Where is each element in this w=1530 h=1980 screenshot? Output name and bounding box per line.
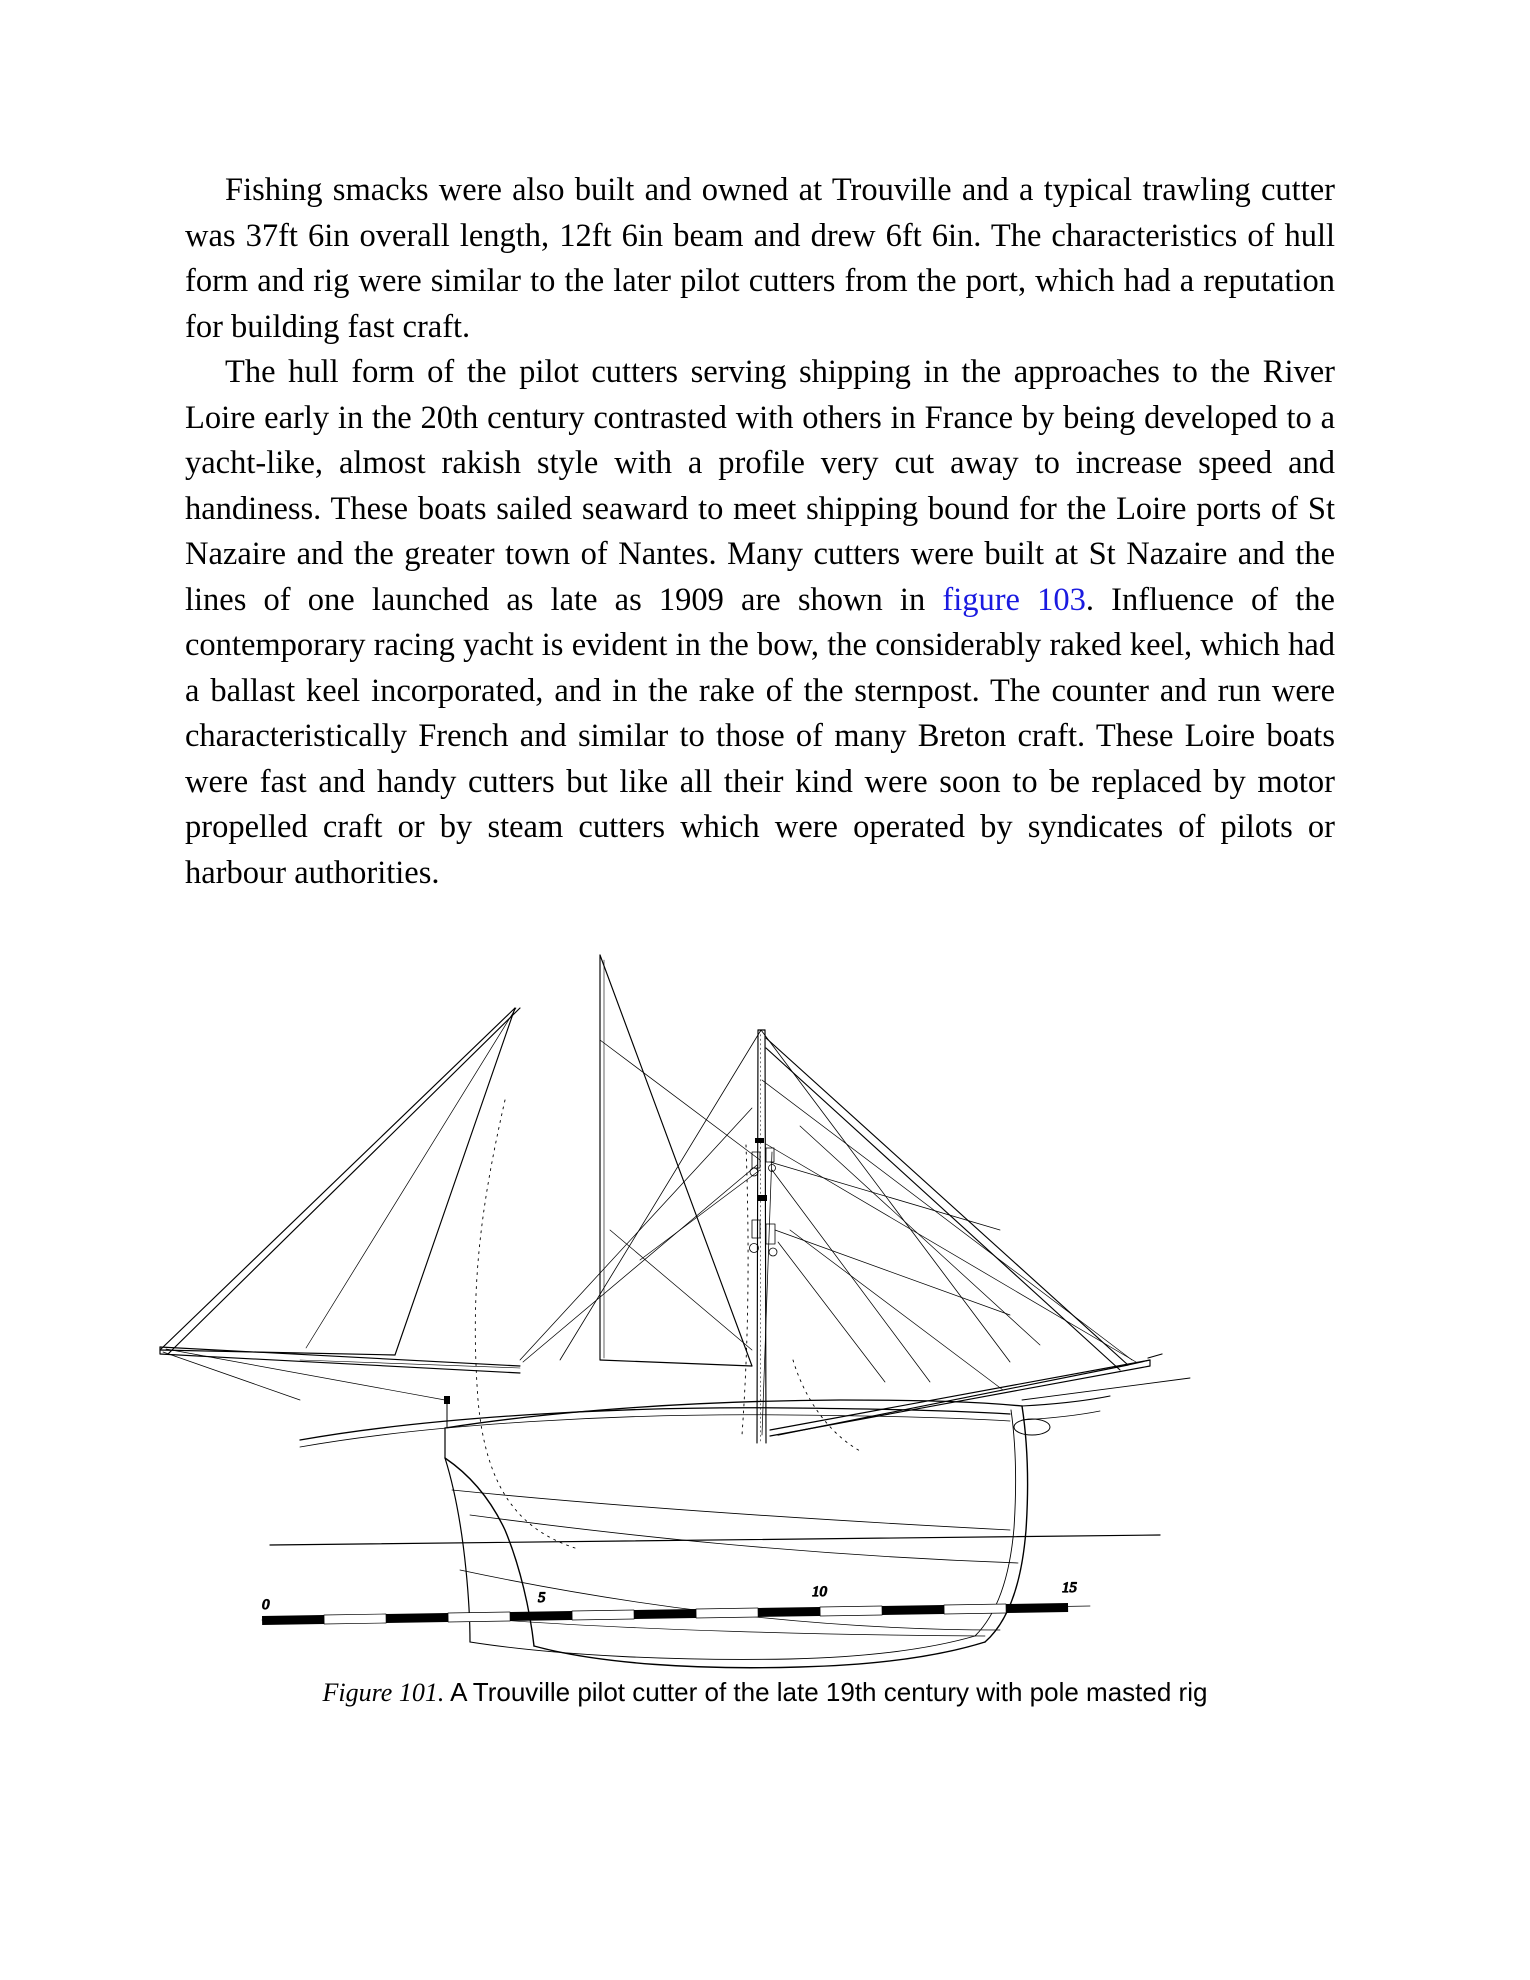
- scale-bar-group: [262, 1580, 1090, 1625]
- figure-number-label: Figure 101.: [322, 1678, 445, 1707]
- paragraph-1: [185, 168, 1335, 350]
- figure-103-cross-reference-link[interactable]: figure 103: [942, 581, 1086, 618]
- figure-101-caption: [0, 1675, 1530, 1710]
- scale-tick-0: 0: [262, 1597, 270, 1613]
- figure-101-block: [0, 930, 1530, 1670]
- scale-tick-15: 15: [1062, 1580, 1077, 1596]
- figure-101-illustration: [0, 930, 1530, 1670]
- scale-tick-10: 10: [812, 1584, 827, 1600]
- figure-caption-text: A Trouville pilot cutter of the late 19th century with pole masted rig: [444, 1677, 1208, 1707]
- paragraph-2-text-before-link: The hull form of the pilot cutters serving shipping in the approaches to the River Loire early in the 20th century contrasted with others in France by being developed to a yacht-like, almost rakish style with a profile very cut away to increase speed and handiness. These boats sailed seaward to meet shipping bound for the Loire ports of St Nazaire and the greater town of Nantes. Many cutters were built at St Nazaire and the lines of one launched as late as 1909 are shown in: [185, 354, 1335, 618]
- sail-plan-drawing-svg: [0, 930, 1530, 1670]
- scale-tick-5: 5: [538, 1590, 546, 1606]
- paragraph-2: [185, 350, 1335, 896]
- text-column: [185, 168, 1335, 896]
- paragraph-2-text-after-link: . Influence of the contemporary racing yacht is evident in the bow, the considerably raked keel, which had a ballast keel incorporated, and in the rake of the sternpost. The counter and run were characteristically French and similar to those of many Breton craft. These Loire boats were fast and handy cutters but like all their kind were soon to be replaced by motor propelled craft or by steam cutters which were operated by syndicates of pilots or harbour authorities.: [185, 581, 1335, 891]
- paragraph-1-text: Fishing smacks were also built and owned at Trouville and a typical trawling cutter was 37ft 6in overall length, 12ft 6in beam and drew 6ft 6in. The characteristics of hull form and rig were similar to the later pilot cutters from the port, which had a reputation for building fast craft.: [185, 172, 1335, 345]
